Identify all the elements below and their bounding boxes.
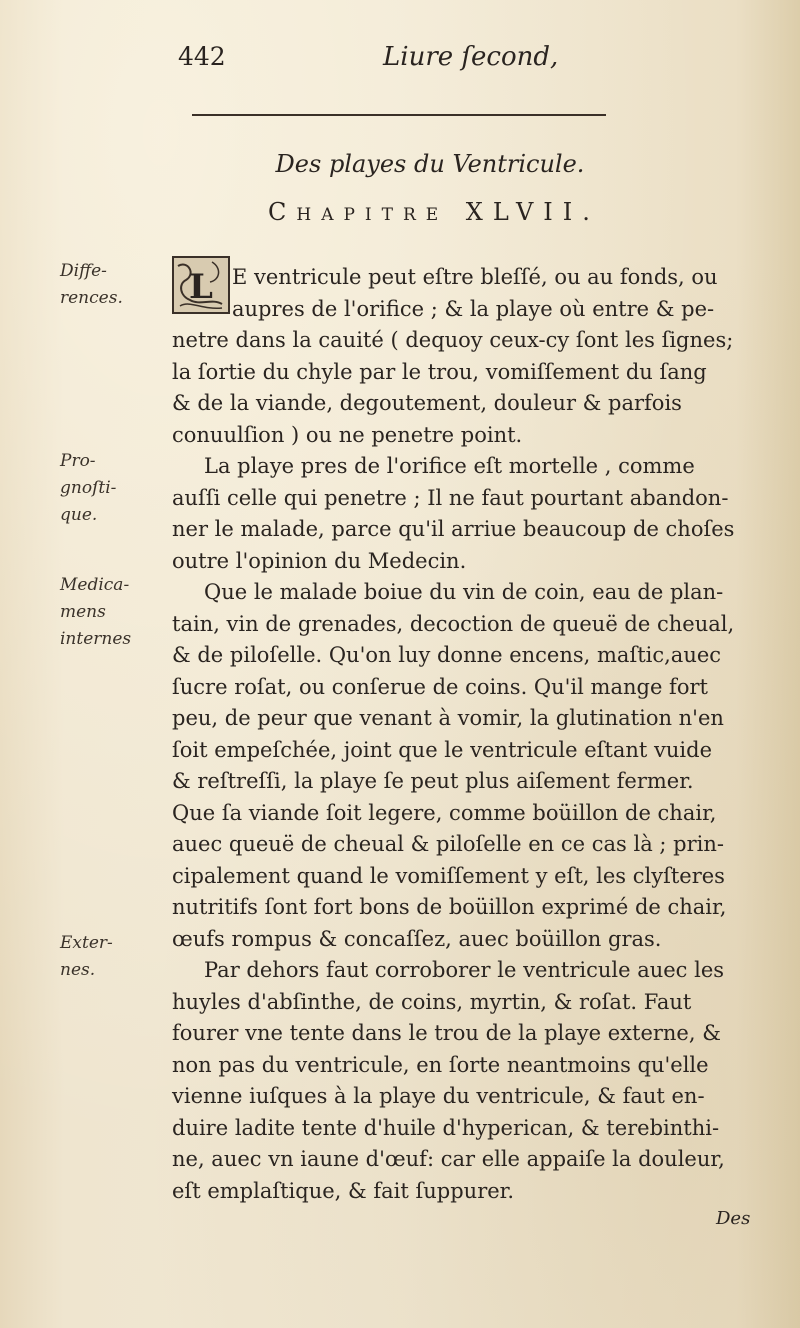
text-line: nutritifs ſont fort bons de boüillon exprimé de chair, (172, 895, 727, 919)
text-line: La playe pres de l'orifice eſt mortelle , comme (204, 454, 695, 478)
text-line: auec queuë de cheual & piloſelle en ce cas là ; prin- (172, 832, 724, 856)
margin-note-differences: Diffe- rences. (60, 261, 123, 308)
text-line: peu, de peur que venant à vomir, la glutination n'en (172, 706, 724, 730)
text-line: vienne iuſques à la playe du ventricule, & faut en- (172, 1084, 705, 1108)
text-line: Que ſa viande ſoit legere, comme boüillon de chair, (172, 800, 717, 825)
text-line: outre l'opinion du Medecin. (172, 548, 467, 573)
text-line: la ſortie du chyle par le trou, vomiſſement du ſang (172, 359, 707, 384)
text-line: & de piloſelle. Qu'on luy donne encens, maſtic,auec (172, 643, 722, 667)
text-line: Par dehors faut corroborer le ventricule auec les (204, 958, 725, 982)
text-line: ſoit empeſchée, joint que le ventricule eſtant vuide (172, 737, 713, 762)
text-line: ner le malade, parce qu'il arriue beaucoup de choſes (172, 517, 735, 541)
margin-note-internal-remedies: Medica- mens internes (60, 575, 132, 649)
catchword: Des (716, 1208, 751, 1229)
text-line: non pas du ventricule, en ſorte neantmoins qu'elle (172, 1052, 709, 1077)
svg-text:L: L (189, 267, 213, 307)
text-line: huyles d'abſinthe, de coins, myrtin, & roſat. Faut (172, 989, 692, 1014)
running-head (178, 42, 598, 82)
text-line: ſucre roſat, ou conſerue de coins. Qu'il mange fort (172, 674, 708, 699)
text-line: cipalement quand le vomiſſement y eſt, les clyſteres (172, 863, 725, 888)
text-line: Que le malade boiue du vin de coin, eau de plan- (204, 580, 724, 604)
running-title: Liure ſecond, (383, 42, 559, 72)
margin-note-prognostic: Pro- gnoſti- que. (60, 451, 117, 525)
text-line: aupres de l'orifice ; & la playe où entre & pe- (232, 296, 715, 321)
text-line: œufs rompus & concaſſez, auec boüillon gras. (172, 926, 662, 951)
text-line: duire ladite tente d'huile d'hyperican, & terebinthi- (172, 1115, 720, 1140)
margin-note-external: Exter- nes. (60, 933, 113, 980)
text-line: tain, vin de grenades, decoction de queuë de cheual, (172, 611, 735, 636)
text-line: fourer vne tente dans le trou de la playe externe, & (172, 1021, 721, 1045)
header-rule (192, 114, 606, 116)
text-line: netre dans la cauité ( dequoy ceux-cy ſont les ſignes; (172, 328, 734, 352)
text-line: E ventricule peut eſtre bleſſé, ou au fonds, ou (232, 265, 718, 289)
text-line: conuulſion ) ou ne penetre point. (172, 422, 523, 447)
text-line: & de la viande, degoutement, douleur & parfois (172, 391, 682, 415)
chapter-heading: Chapitre XLVII. (268, 198, 600, 226)
body-paragraphs (172, 262, 782, 1207)
text-line: & reſtreſſi, la playe ſe peut plus aiſement fermer. (172, 769, 694, 793)
text-line: ne, auec vn iaune d'œuf: car elle appaiſe la douleur, (172, 1147, 725, 1171)
page-number: 442 (178, 42, 226, 71)
text-line: eſt emplaſtique, & fait ſuppurer. (172, 1178, 515, 1203)
section-title: Des playes du Ventricule. (275, 150, 585, 178)
text-line: auſſi celle qui penetre ; Il ne faut pourtant abandon- (172, 485, 729, 510)
